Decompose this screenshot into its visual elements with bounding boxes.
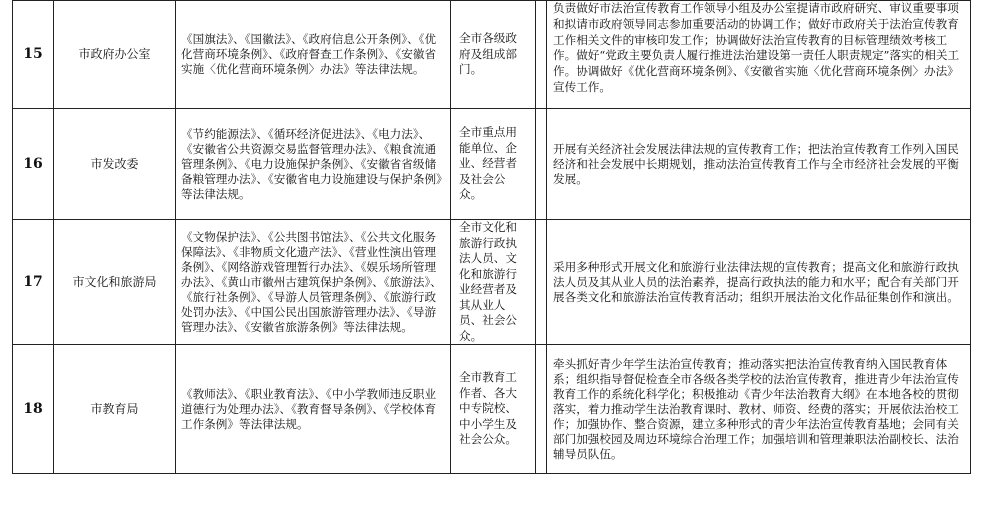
law-publicity-responsibility-table (12, 0, 971, 474)
table-row (13, 345, 971, 474)
department-name: 市发改委 (54, 109, 176, 220)
table-row (13, 1, 971, 109)
row-number: 16 (13, 109, 54, 220)
spacer-cell (536, 220, 547, 345)
department-name: 市教育局 (54, 345, 176, 474)
duty-description: 采用多种形式开展文化和旅游行业法律法规的宣传教育；提高文化和旅游行政执法人员及其从业人员的法治素养，提高行政执法的能力和水平；配合有关部门开展各类文化和旅游法治宣传教育活动；组织开展法治文化作品征集创作和演出。 (547, 220, 971, 345)
duty-description: 开展有关经济社会发展法律法规的宣传教育工作；把法治宣传教育工作列入国民经济和社会发展中长期规划，推动法治宣传教育工作与全市经济社会发展的平衡发展。 (547, 109, 971, 220)
row-number: 18 (13, 345, 54, 474)
target-audience: 全市各级政府及组成部门。 (451, 1, 536, 109)
target-audience: 全市教育工作者、各大中专院校、中小学生及社会公众。 (451, 345, 536, 474)
duty-description: 牵头抓好青少年学生法治宣传教育；推动落实把法治宣传教育纳入国民教育体系；组织指导督促检查全市各级各类学校的法治宣传教育，推进青少年法治宣传教育工作的系统化科学化；积极推动《青少年法治教育大纲》在本地各校的贯彻落实，着力推动学生法治教育课时、教材、师资、经费的落实；开展依法治校工作；加强协作、整合资源，建立多种形式的青少年法治宣传教育基地；会同有关部门加强校园及周边环境综合治理工作；加强培训和管理兼职法治副校长、法治辅导员队伍。 (547, 345, 971, 474)
row-number: 15 (13, 1, 54, 109)
table-row (13, 109, 971, 220)
laws-list: 《文物保护法》、《公共图书馆法》、《公共文化服务保障法》、《非物质文化遗产法》、《营业性演出管理条例》、《网络游戏管理暂行办法》、《娱乐场所管理办法》、《黄山市徽州古建筑保护条例》、《旅游法》、《旅行社条例》、《导游人员管理条例》、《旅游行政处罚办法》、《中国公民出国旅游管理办法》、《导游管理办法》、《安徽省旅游条例》等法律法规。 (176, 220, 451, 345)
department-name: 市文化和旅游局 (54, 220, 176, 345)
laws-list: 《国旗法》、《国徽法》、《政府信息公开条例》、《优化营商环境条例》、《政府督查工作条例》、《安徽省实施〈优化营商环境条例〉办法》等法律法规。 (176, 1, 451, 109)
spacer-cell (536, 109, 547, 220)
row-number: 17 (13, 220, 54, 345)
department-name: 市政府办公室 (54, 1, 176, 109)
duty-description: 负责做好市法治宣传教育工作领导小组及办公室提请市政府研究、审议重要事项和拟请市政府领导同志参加重要活动的协调工作；做好市政府关于法治宣传教育工作相关文件的审核印发工作；协调做好法治宣传教育的目标管理绩效考核工作。做好“党政主要负责人履行推进法治建设第一责任人职责规定”落实的相关工作。协调做好《优化营商环境条例》、《安徽省实施〈优化营商环境条例〉办法》宣传工作。 (547, 1, 971, 109)
spacer-cell (536, 345, 547, 474)
spacer-cell (536, 1, 547, 109)
target-audience: 全市重点用能单位、企业、经营者及社会公众。 (451, 109, 536, 220)
table-row (13, 220, 971, 345)
target-audience: 全市文化和旅游行政执法人员、文化和旅游行业经营者及其从业人员、社会公众。 (451, 220, 536, 345)
laws-list: 《节约能源法》、《循环经济促进法》、《电力法》、《安徽省公共资源交易监督管理办法》、《粮食流通管理条例》、《电力设施保护条例》、《安徽省省级储备粮管理办法》、《安徽省电力设施建设与保护条例》等法律法规。 (176, 109, 451, 220)
laws-list: 《教师法》、《职业教育法》、《中小学教师违反职业道德行为处理办法》、《教育督导条例》、《学校体育工作条例》等法律法规。 (176, 345, 451, 474)
